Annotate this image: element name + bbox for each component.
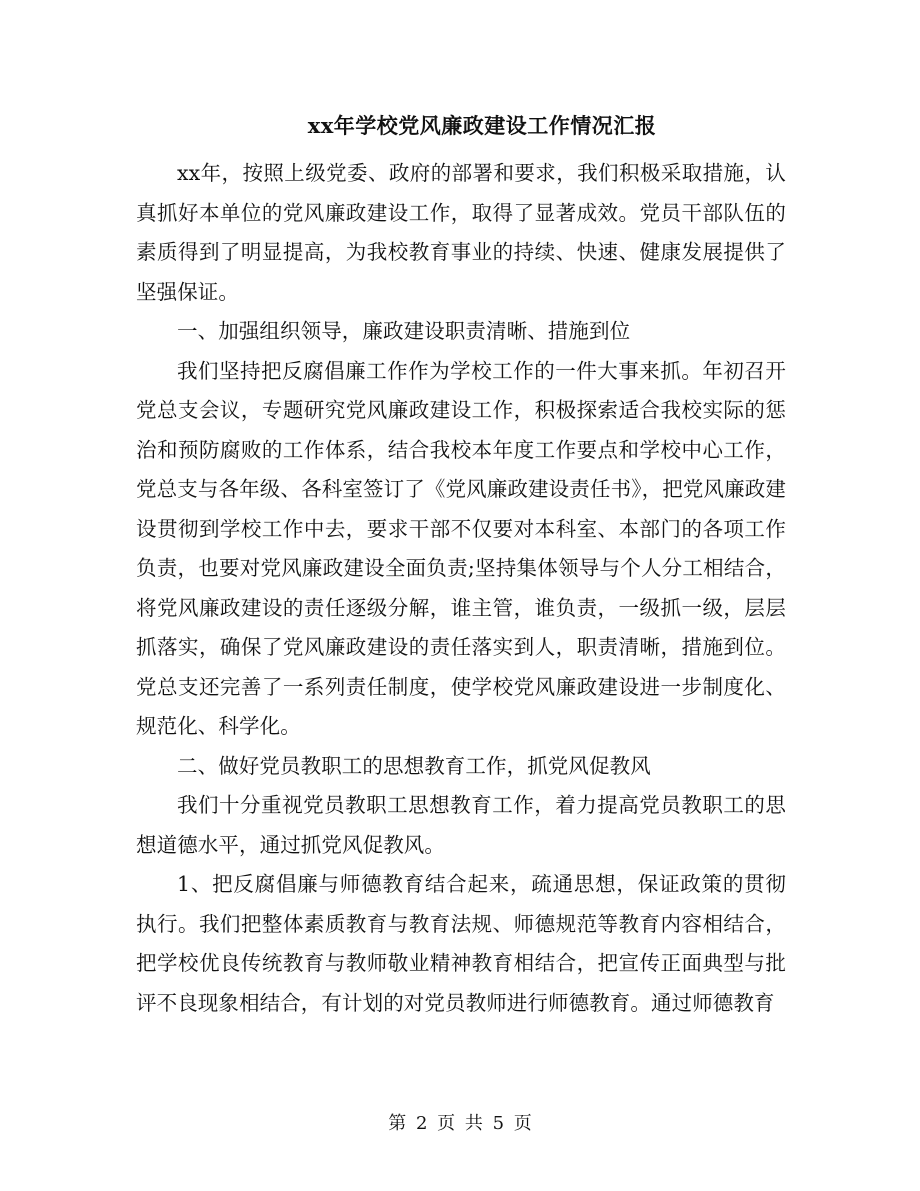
paragraph-intro: xx年，按照上级党委、政府的部署和要求，我们积极采取措施，认真抓好本单位的党风廉政建设工作，取得了显著成效。党员干部队伍的素质得到了明显提高，为我校教育事业的持续、快速、健康发展提供了坚强保证。 xyxy=(136,161,786,304)
section-heading-1: 一、加强组织领导，廉政建设职责清晰、措施到位 xyxy=(177,319,631,343)
paragraph-item-1: 1、把反腐倡廉与师德教育结合起来，疏通思想，保证政策的贯彻执行。我们把整体素质教育与教育法规、师德规范等教育内容相结合，把学校优良传统教育与教师敬业精神教育相结合，把宣传正面典型与批评不良现象相结合，有计划的对党员教师进行师德教育。通过师德教育 xyxy=(136,872,786,1015)
paragraph-section-1: 我们坚持把反腐倡廉工作作为学校工作的一件大事来抓。年初召开党总支会议，专题研究党风廉政建设工作，积极探索适合我校实际的惩治和预防腐败的工作体系，结合我校本年度工作要点和学校中心工作，党总支与各年级、各科室签订了《党风廉政建设责任书》，把党风廉政建设贯彻到学校工作中去，要求干部不仅要对本科室、本部门的各项工作负责，也要对党风廉政建设全面负责;坚持集体领导与个人分工相结合，将党风廉政建设的责任逐级分解，谁主管，谁负责，一级抓一级，层层抓落实，确保了党风廉政建设的责任落实到人，职责清晰，措施到位。党总支还完善了一系列责任制度，使学校党风廉政建设进一步制度化、规范化、科学化。 xyxy=(136,358,786,738)
document-title: xx年学校党风廉政建设工作情况汇报 xyxy=(307,113,657,138)
paragraph-section-2-intro: 我们十分重视党员教职工思想教育工作，着力提高党员教职工的思想道德水平，通过抓党风促教风。 xyxy=(136,793,786,857)
section-heading-2: 二、做好党员教职工的思想教育工作，抓党风促教风 xyxy=(177,753,651,778)
document-body xyxy=(136,154,786,1023)
page-number-footer: 第 2 页 共 5 页 xyxy=(388,1113,532,1134)
